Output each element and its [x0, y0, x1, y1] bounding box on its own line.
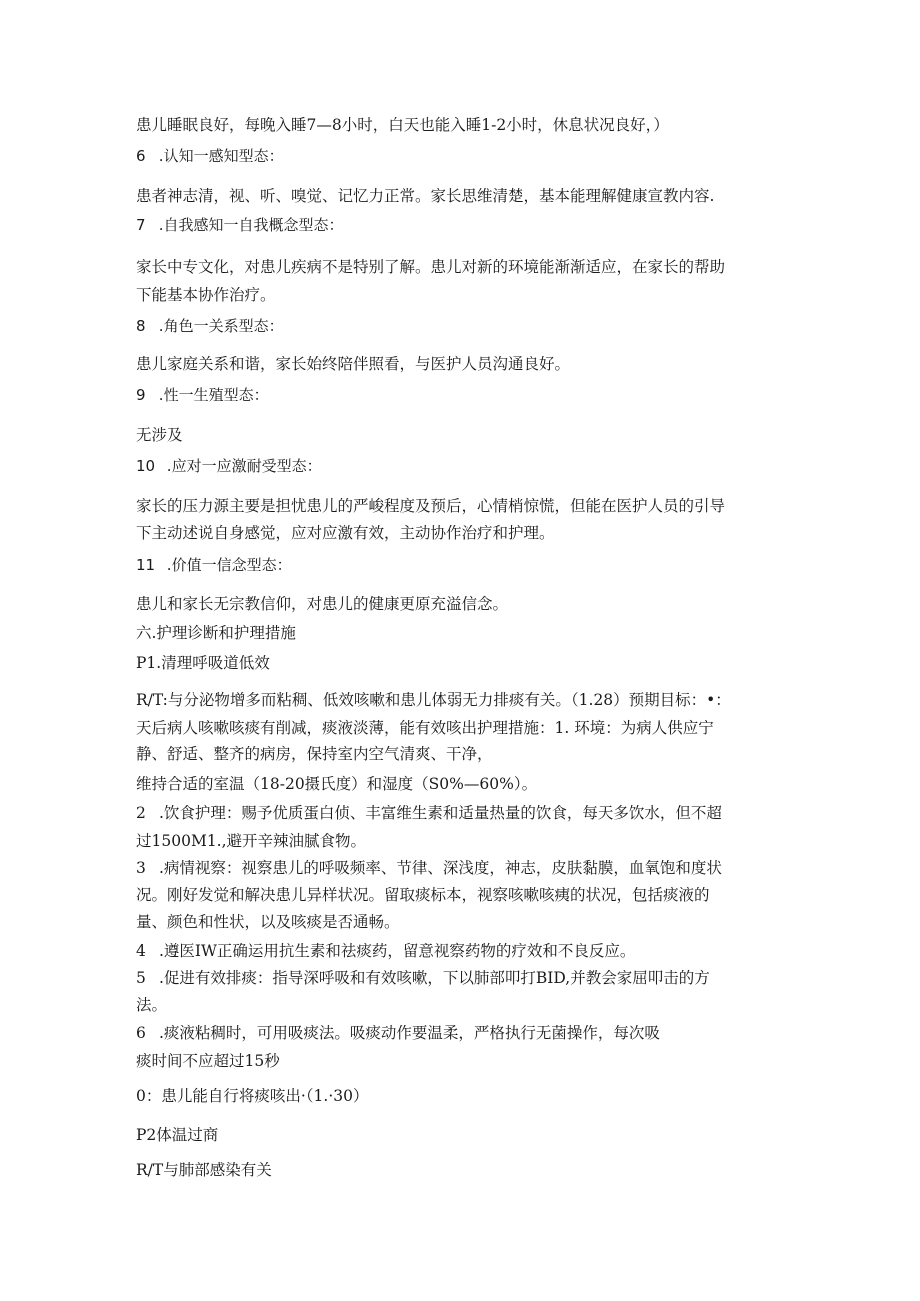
measure-6-line-2: 痰时间不应超过15秒 [136, 1052, 280, 1070]
outcome-p1: 0：患儿能自行将痰咳出·（1.·30） [136, 1087, 369, 1105]
rt-p1-line-4: 维持合适的室温（18-20摄氏度）和湿度（S0%—60%）。 [136, 775, 538, 793]
measure-4: 4 .遵医IW正确运用抗生素和祛痰药，留意视察药物的疗效和不良反应。 [136, 942, 636, 960]
section-heading-nursing: 六.护理诊断和护理措施 [136, 624, 296, 642]
measure-2-line-2: 过1500M1.,避开辛辣油腻食物。 [136, 832, 367, 850]
paragraph-coping-1: 家长的压力源主要是担忧患儿的严峻程度及预后，心情梢惊慌，但能在医护人员的引导 [136, 497, 726, 515]
rt-p1-line-2: 天后病人咳嗽咳痰有削减，痰液淡薄，能有效咳出护理措施：1. 环境：为病人供应宁 [136, 719, 714, 737]
heading-cognition: 6 .认知一感知型态： [136, 147, 284, 165]
paragraph-sleep: 患儿睡眠良好，每晚入睡7—8小时，白天也能入睡1-2小时，休息状况良好，） [136, 116, 669, 134]
rt-p1-line-3: 静、舒适、整齐的病房，保持室内空气清爽、干净， [136, 745, 493, 763]
diagnosis-p2: P2体温过商 [136, 1126, 219, 1144]
measure-2-line-1: 2 .饮食护理：赐予优质蛋白侦、丰富维生素和适量热量的饮食，每天多饮水，但不超 [136, 804, 722, 822]
paragraph-role: 患儿家庭关系和谐，家长始终陪伴照看，与医护人员沟通良好。 [136, 355, 571, 373]
heading-role: 8 .角色一关系型态： [136, 317, 284, 335]
rt-p1-line-1: R/T:与分泌物增多而粘稠、低效咳嗽和患儿体弱无力排痰有关。（1.28）预期目标：•： [136, 691, 731, 709]
rt-p2: R/T与肺部感染有关 [136, 1161, 272, 1179]
paragraph-values: 患儿和家长无宗教信仰，对患儿的健康更原充溢信念。 [136, 595, 509, 613]
paragraph-sexuality: 无涉及 [136, 426, 183, 444]
paragraph-self-perception-2: 下能基本协作治疗。 [136, 286, 276, 304]
heading-sexuality: 9 .性一生殖型态： [136, 386, 269, 404]
paragraph-cognition: 患者神志清，视、听、嗅觉、记忆力正常。家长思维清楚，基本能理解健康宣教内容. [136, 187, 715, 205]
measure-5-line-1: 5 .促进有效排痰：指导深呼吸和有效咳嗽，下以肺部叩打BID,并教会家屈叩击的方 [136, 969, 710, 987]
heading-values: 11 .价值一信念型态： [136, 556, 292, 574]
measure-5-line-2: 法。 [136, 996, 168, 1014]
diagnosis-p1: P1.清理呼吸道低效 [136, 654, 270, 672]
heading-coping: 10 .应对一应激耐受型态： [136, 457, 322, 475]
measure-3-line-1: 3 .病情视察：视察患儿的呼吸频率、节律、深浅度，神志，皮肤黏膜，血氧饱和度状 [136, 859, 722, 877]
measure-3-line-2: 况。刚好发觉和解决患儿异样状况。留取痰标本，视察咳嗽咳痍的状况，包括痰液的 [136, 886, 710, 904]
paragraph-self-perception-1: 家长中专文化，对患儿疾病不是特别了解。患儿对新的环境能渐渐适应，在家长的帮助 [136, 258, 726, 276]
measure-3-line-3: 量、颜色和性状，以及咳痰是否通畅。 [136, 913, 400, 931]
paragraph-coping-2: 下主动述说自身感觉，应对应激有效，主动协作治疗和护理。 [136, 524, 555, 542]
measure-6-line-1: 6 .痰液粘稠时，可用吸痰法。吸痰动作要温柔，严格执行无菌操作，每次吸 [136, 1024, 660, 1042]
heading-self-perception: 7 .自我感知一自我概念型态： [136, 216, 344, 234]
